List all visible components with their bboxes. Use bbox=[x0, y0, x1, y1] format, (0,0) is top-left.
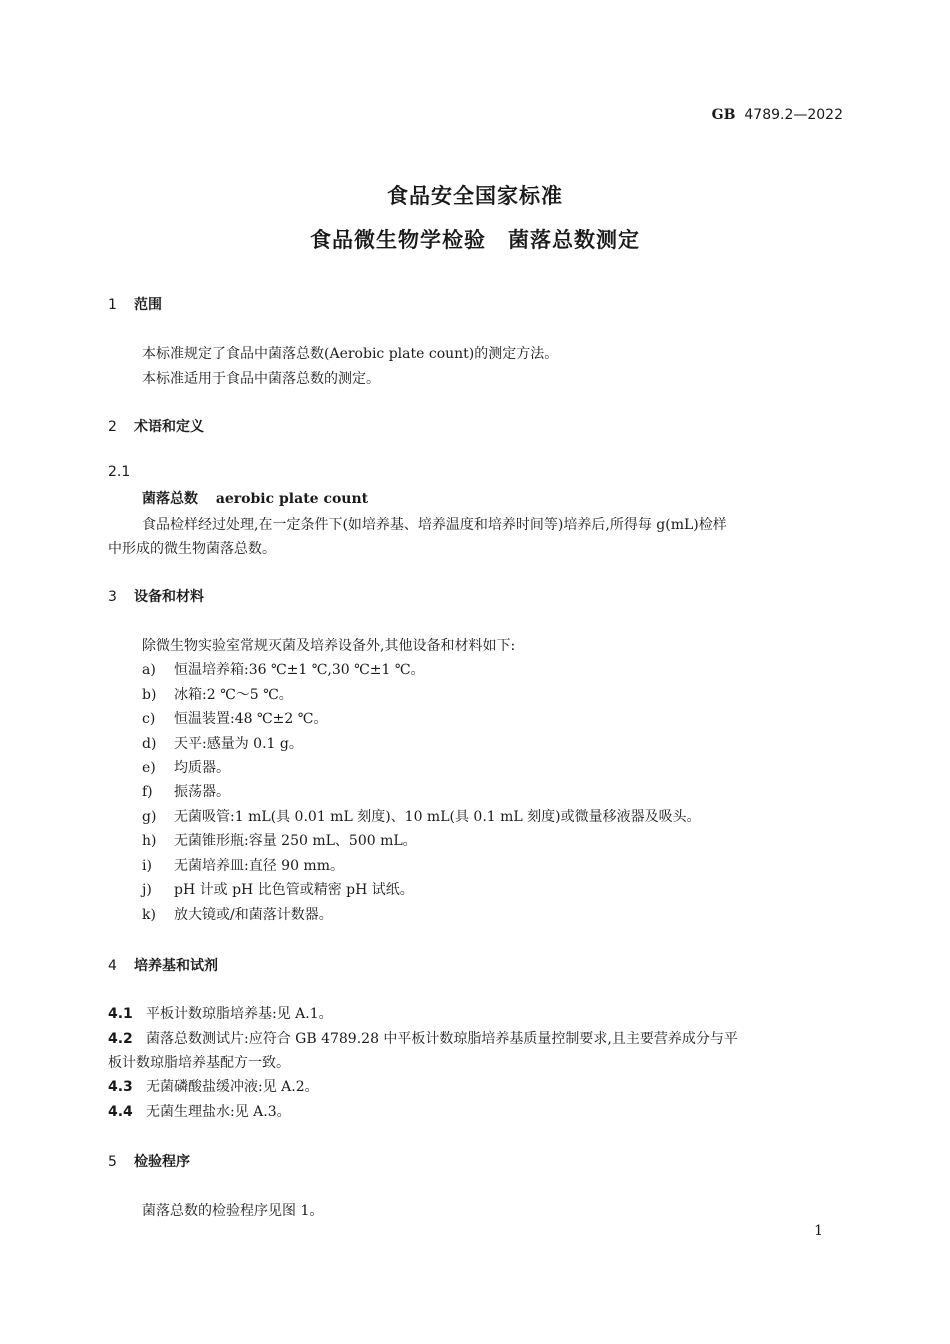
subclause bbox=[108, 1028, 738, 1048]
list-item bbox=[142, 904, 333, 924]
list-label: a) bbox=[142, 662, 156, 678]
list-label: k) bbox=[142, 907, 156, 923]
subclause-number: 4.4 bbox=[108, 1104, 133, 1120]
subclause-number: 4.2 bbox=[108, 1031, 133, 1047]
list-item bbox=[142, 830, 417, 850]
paragraph: 除微生物实验室常规灭菌及培养设备外,其他设备和材料如下: bbox=[142, 638, 516, 654]
section-number: 2 bbox=[108, 419, 117, 435]
term-english: aerobic plate count bbox=[215, 491, 369, 507]
paragraph: 本标准适用于食品中菌落总数的测定。 bbox=[142, 371, 380, 387]
clause-number: 2.1 bbox=[108, 464, 131, 480]
list-item bbox=[142, 879, 414, 899]
subclause-number: 4.3 bbox=[108, 1079, 133, 1095]
definition-line: 食品检样经过处理,在一定条件下(如培养基、培养温度和培养时间等)培养后,所得每 g(mL)检样 bbox=[142, 517, 727, 533]
list-item bbox=[142, 855, 344, 875]
section-5-heading bbox=[108, 1151, 190, 1171]
standard-prefix: GB bbox=[711, 107, 736, 123]
list-text: 无菌锥形瓶:容量 250 mL、500 mL。 bbox=[174, 833, 417, 849]
section-4-heading bbox=[108, 955, 218, 975]
list-label: e) bbox=[142, 760, 156, 776]
list-label: i) bbox=[142, 858, 152, 874]
list-label: j) bbox=[142, 882, 152, 898]
list-text: 恒温装置:48 ℃±2 ℃。 bbox=[174, 711, 328, 727]
subclause-text: 无菌生理盐水:见 A.3。 bbox=[146, 1104, 291, 1120]
list-text: 恒温培养箱:36 ℃±1 ℃,30 ℃±1 ℃。 bbox=[174, 662, 425, 678]
list-text: 冰箱:2 ℃～5 ℃。 bbox=[174, 687, 293, 703]
subclause-text: 菌落总数测试片:应符合 GB 4789.28 中平板计数琼脂培养基质量控制要求,且主要营养成分与平 bbox=[146, 1031, 738, 1047]
section-title: 范围 bbox=[134, 297, 162, 313]
subclause-text: 平板计数琼脂培养基:见 A.1。 bbox=[146, 1006, 333, 1022]
list-text: pH 计或 pH 比色管或精密 pH 试纸。 bbox=[174, 882, 414, 898]
list-text: 天平:感量为 0.1 g。 bbox=[174, 736, 303, 752]
list-label: b) bbox=[142, 687, 157, 703]
section-title: 培养基和试剂 bbox=[134, 958, 218, 974]
document-title: 食品安全国家标准 bbox=[387, 184, 563, 208]
list-text: 无菌吸管:1 mL(具 0.01 mL 刻度)、10 mL(具 0.1 mL 刻度)或微量移液器及吸头。 bbox=[174, 809, 701, 825]
list-label: g) bbox=[142, 809, 157, 825]
section-title: 设备和材料 bbox=[134, 589, 204, 605]
standard-code bbox=[712, 107, 843, 123]
list-label: h) bbox=[142, 833, 157, 849]
list-label: d) bbox=[142, 736, 157, 752]
list-text: 无菌培养皿:直径 90 mm。 bbox=[174, 858, 344, 874]
subclause bbox=[108, 1003, 333, 1023]
list-item bbox=[142, 733, 303, 753]
section-2-heading bbox=[108, 416, 204, 436]
section-number: 1 bbox=[108, 297, 117, 313]
subclause-number: 4.1 bbox=[108, 1006, 133, 1022]
document-subtitle: 食品微生物学检验 菌落总数测定 bbox=[310, 228, 640, 252]
list-label: f) bbox=[142, 784, 153, 800]
list-item bbox=[142, 781, 230, 801]
list-label: c) bbox=[142, 711, 156, 727]
page-number: 1 bbox=[814, 1223, 823, 1239]
list-item bbox=[142, 684, 293, 704]
paragraph: 菌落总数的检验程序见图 1。 bbox=[142, 1203, 324, 1219]
list-item bbox=[142, 757, 230, 777]
section-number: 5 bbox=[108, 1154, 117, 1170]
section-3-heading bbox=[108, 586, 204, 606]
list-item bbox=[142, 659, 425, 679]
list-item bbox=[142, 806, 701, 826]
paragraph: 本标准规定了食品中菌落总数(Aerobic plate count)的测定方法。 bbox=[142, 346, 559, 362]
list-text: 放大镜或/和菌落计数器。 bbox=[174, 907, 333, 923]
list-text: 均质器。 bbox=[174, 760, 230, 776]
section-number: 4 bbox=[108, 958, 117, 974]
subclause bbox=[108, 1101, 291, 1121]
standard-number: 4789.2—2022 bbox=[744, 107, 843, 123]
subclause bbox=[108, 1076, 319, 1096]
list-text: 振荡器。 bbox=[174, 784, 230, 800]
section-1-heading bbox=[108, 294, 162, 314]
subclause-continuation: 板计数琼脂培养基配方一致。 bbox=[108, 1055, 290, 1071]
section-title: 术语和定义 bbox=[134, 419, 204, 435]
subclause-text: 无菌磷酸盐缓冲液:见 A.2。 bbox=[146, 1079, 319, 1095]
term-entry bbox=[142, 488, 368, 508]
list-item bbox=[142, 708, 327, 728]
definition-line: 中形成的微生物菌落总数。 bbox=[108, 541, 276, 557]
term-chinese: 菌落总数 bbox=[142, 491, 198, 507]
section-number: 3 bbox=[108, 589, 117, 605]
section-title: 检验程序 bbox=[134, 1154, 190, 1170]
